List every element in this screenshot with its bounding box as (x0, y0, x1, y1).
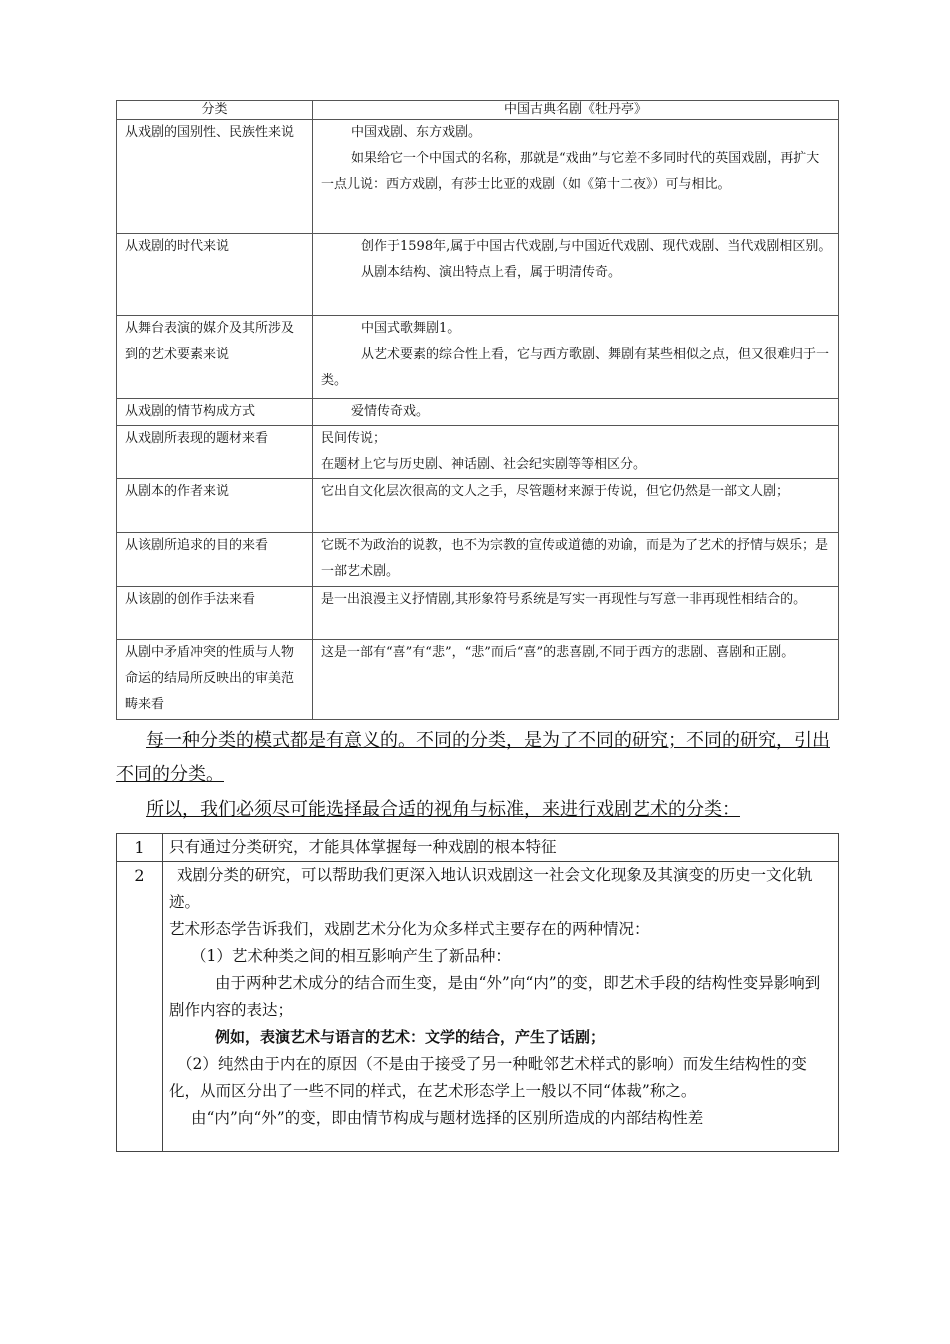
content-line: 创作于1598年,属于中国古代戏剧,与中国近代戏剧、现代戏剧、当代戏剧相区别。 (361, 239, 832, 254)
content-line: （2）纯然由于内在的原因（不是由于接受了另一种毗邻艺术样式的影响）而发生结构性的变化，从而区分出了一些不同的样式，在艺术形态学上一般以不同“体裁”称之。 (169, 1055, 807, 1100)
header-play: 中国古典名剧《牡丹亭》 (313, 101, 839, 120)
row-content (313, 234, 839, 316)
content-line: 从剧本结构、演出特点上看，属于明清传奇。 (361, 265, 622, 280)
row-number: 1 (117, 834, 163, 862)
row-category: 从该剧所追求的目的来看 (117, 533, 313, 587)
row-content (313, 640, 839, 720)
paragraph-conclusion: 所以，我们必须尽可能选择最合适的视角与标准，来进行戏剧艺术的分类： (146, 799, 740, 820)
row-category: 从戏剧的情节构成方式 (117, 399, 313, 426)
numbered-table (116, 833, 839, 1152)
content-line: 爱情传奇戏。 (351, 404, 430, 419)
content-line: 戏剧分类的研究，可以帮助我们更深入地认识戏剧这一社会文化现象及其演变的历史一文化轨迹。 (169, 866, 813, 911)
content-line: 艺术形态学告诉我们，戏剧艺术分化为众多样式主要存在的两种情况： (169, 920, 650, 938)
content-line: 它出自文化层次很高的文人之手，尽管题材来源于传说，但它仍然是一部文人剧； (321, 484, 790, 499)
row-category: 从戏剧所表现的题材来看 (117, 426, 313, 479)
row-category: 从舞台表演的媒介及其所涉及到的艺术要素来说 (117, 316, 313, 399)
table-header-row (117, 101, 839, 120)
row-content (313, 533, 839, 587)
content-line: 民间传说； (321, 431, 387, 446)
table-row (117, 426, 839, 479)
table-row (117, 587, 839, 640)
header-category: 分类 (117, 101, 313, 120)
content-line: 只有通过分类研究，才能具体掌握每一种戏剧的根本特征 (169, 838, 557, 856)
table-row (117, 834, 839, 862)
content-line: 是一出浪漫主义抒情剧,其形象符号系统是写实一再现性与写意一非再现性相结合的。 (321, 592, 807, 607)
table-row (117, 862, 839, 1152)
row-content (313, 426, 839, 479)
classification-table (116, 100, 839, 720)
paragraph-meaning: 每一种分类的模式都是有意义的。不同的分类，是为了不同的研究；不同的研究，引出不同的分类。 (116, 730, 830, 785)
row-content (313, 399, 839, 426)
row-content (313, 120, 839, 234)
content-line: 由“内”向“外”的变，即由情节构成与题材选择的区别所造成的内部结构性差 (191, 1109, 704, 1127)
table-row (117, 316, 839, 399)
content-line: 这是一部有“喜”有“悲”，“悲”而后“喜”的悲喜剧,不同于西方的悲剧、喜剧和正剧。 (321, 645, 795, 660)
row-content (163, 862, 839, 1152)
table-row (117, 640, 839, 720)
row-number: 2 (117, 862, 163, 1152)
row-content (313, 316, 839, 399)
row-content (163, 834, 839, 862)
table-row (117, 533, 839, 587)
content-line: 如果给它一个中国式的名称，那就是“戏曲”与它差不多同时代的英国戏剧，再扩大一点儿说：西方戏剧，有莎士比亚的戏剧（如《第十二夜》）可与相比。 (321, 151, 820, 192)
content-line: （1）艺术种类之间的相互影响产生了新品种： (191, 947, 511, 965)
row-content (313, 479, 839, 533)
content-line: 它既不为政治的说教，也不为宗教的宣传或道德的劝谕，而是为了艺术的抒情与娱乐；是一部艺术剧。 (321, 538, 829, 579)
content-line: 在题材上它与历史剧、神话剧、社会纪实剧等等相区分。 (321, 457, 647, 472)
row-category: 从剧本的作者来说 (117, 479, 313, 533)
table-row (117, 479, 839, 533)
table-row (117, 120, 839, 234)
row-category: 从剧中矛盾冲突的性质与人物命运的结局所反映出的审美范畴来看 (117, 640, 313, 720)
table-row (117, 399, 839, 426)
row-category: 从该剧的创作手法来看 (117, 587, 313, 640)
row-category: 从戏剧的时代来说 (117, 234, 313, 316)
row-content (313, 587, 839, 640)
content-line-bold: 例如，表演艺术与语言的艺术：文学的结合，产生了话剧； (215, 1028, 606, 1046)
content-line: 由于两种艺术成分的结合而生变，是由“外”向“内”的变，即艺术手段的结构性变异影响到剧作内容的表达； (169, 974, 821, 1019)
content-line: 中国戏剧、东方戏剧。 (351, 125, 482, 140)
row-category: 从戏剧的国别性、民族性来说 (117, 120, 313, 234)
table-row (117, 234, 839, 316)
content-line: 从艺术要素的综合性上看，它与西方歌剧、舞剧有某些相似之点，但又很难归于一类。 (321, 347, 830, 388)
content-line: 中国式歌舞剧1。 (361, 321, 461, 336)
